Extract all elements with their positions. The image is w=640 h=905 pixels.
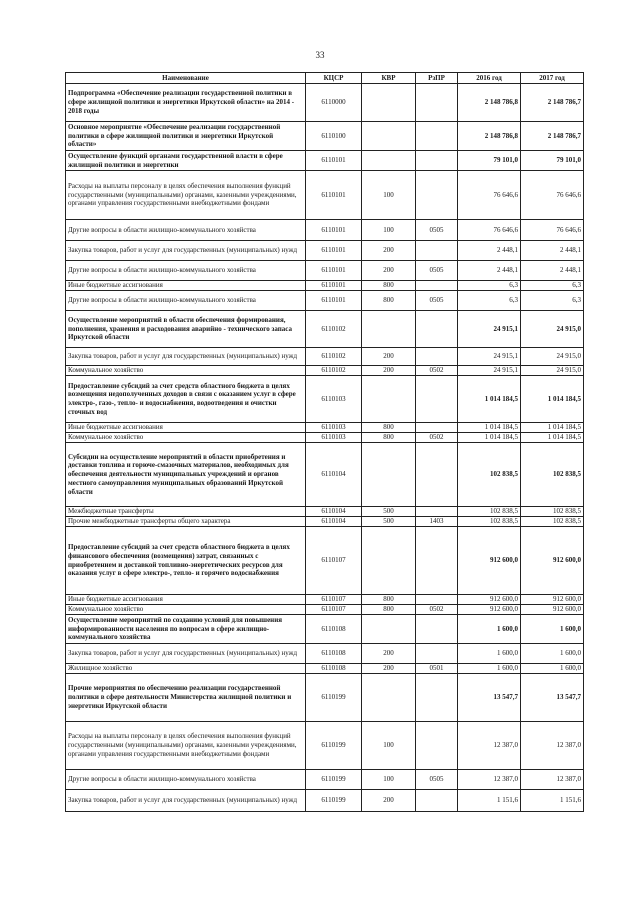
cell-2017: 102 838,5: [521, 443, 584, 507]
table-row: [66, 122, 584, 151]
cell-rzpr: [416, 527, 458, 595]
cell-rzpr: [416, 644, 458, 664]
cell-kcsr: 6110107: [306, 605, 362, 615]
cell-name: Закупка товаров, работ и услуг для государственных (муниципальных) нужд: [66, 790, 306, 812]
cell-2016: 24 915,1: [458, 366, 521, 376]
table-row: [66, 348, 584, 366]
cell-2017: 1 600,0: [521, 644, 584, 664]
cell-name: Коммунальное хозяйство: [66, 605, 306, 615]
table-row: [66, 664, 584, 674]
cell-kvr: 800: [362, 291, 416, 311]
cell-rzpr: 0502: [416, 605, 458, 615]
cell-kcsr: 6110104: [306, 517, 362, 527]
cell-name: Осуществление мероприятий по созданию условий для повышения информированности населения по вопросам в сфере жилищно-коммунального хозяйства: [66, 615, 306, 644]
cell-2016: 79 101,0: [458, 151, 521, 171]
cell-kvr: [362, 122, 416, 151]
table-row: [66, 674, 584, 722]
cell-name: Предоставление субсидий за счет средств областного бюджета в целях возмещения недополученных доходов в связи с оказанием услуг в сфере электро-, газо-, тепло- и водоснабжения, водоотведения и очистки сточных вод: [66, 376, 306, 423]
cell-kcsr: 6110102: [306, 366, 362, 376]
table-row: [66, 443, 584, 507]
header-2016: 2016 год: [458, 73, 521, 84]
cell-2016: 1 600,0: [458, 664, 521, 674]
cell-name: Расходы на выплаты персоналу в целях обеспечения выполнения функций государственными (муниципальными) органами, казенными учреждениями, органами управления государственными внебюджетными фондами: [66, 171, 306, 220]
cell-rzpr: [416, 595, 458, 605]
cell-kcsr: 6110101: [306, 241, 362, 261]
cell-name: Другие вопросы в области жилищно-коммунального хозяйства: [66, 220, 306, 241]
cell-rzpr: 0505: [416, 291, 458, 311]
cell-rzpr: [416, 790, 458, 812]
table-row: [66, 517, 584, 527]
cell-rzpr: 0505: [416, 770, 458, 790]
cell-kcsr: 6110100: [306, 122, 362, 151]
table-row: [66, 644, 584, 664]
cell-name: Прочие межбюджетные трансферты общего характера: [66, 517, 306, 527]
cell-kcsr: 6110107: [306, 595, 362, 605]
cell-kvr: [362, 151, 416, 171]
cell-2016: 76 646,6: [458, 220, 521, 241]
cell-rzpr: [416, 443, 458, 507]
cell-kcsr: 6110104: [306, 507, 362, 517]
cell-rzpr: [416, 151, 458, 171]
cell-name: Закупка товаров, работ и услуг для государственных (муниципальных) нужд: [66, 348, 306, 366]
table-row: [66, 790, 584, 812]
cell-2016: 912 600,0: [458, 605, 521, 615]
cell-2016: 6,3: [458, 291, 521, 311]
cell-2016: 12 387,0: [458, 722, 521, 770]
cell-kcsr: 6110103: [306, 433, 362, 443]
cell-2017: 102 838,5: [521, 517, 584, 527]
cell-2016: 2 148 786,8: [458, 122, 521, 151]
cell-kcsr: 6110101: [306, 151, 362, 171]
cell-name: Коммунальное хозяйство: [66, 366, 306, 376]
cell-name: Межбюджетные трансферты: [66, 507, 306, 517]
cell-kcsr: 6110199: [306, 722, 362, 770]
cell-name: Другие вопросы в области жилищно-коммунального хозяйства: [66, 770, 306, 790]
header-2017: 2017 год: [521, 73, 584, 84]
table-row: [66, 220, 584, 241]
cell-name: Закупка товаров, работ и услуг для государственных (муниципальных) нужд: [66, 241, 306, 261]
table-row: [66, 84, 584, 122]
cell-kvr: [362, 311, 416, 348]
cell-2016: 1 600,0: [458, 644, 521, 664]
cell-2016: 2 448,1: [458, 261, 521, 281]
header-rzpr: РзПР: [416, 73, 458, 84]
cell-2017: 24 915,0: [521, 348, 584, 366]
cell-2017: 1 014 184,5: [521, 423, 584, 433]
cell-kvr: 500: [362, 517, 416, 527]
table-row: [66, 241, 584, 261]
cell-2017: 1 014 184,5: [521, 376, 584, 423]
cell-kvr: [362, 615, 416, 644]
page-number: 33: [315, 50, 325, 60]
cell-2017: 2 448,1: [521, 261, 584, 281]
cell-2017: 76 646,6: [521, 220, 584, 241]
cell-name: Иные бюджетные ассигнования: [66, 281, 306, 291]
cell-kcsr: 6110101: [306, 261, 362, 281]
cell-kcsr: 6110101: [306, 281, 362, 291]
cell-kcsr: 6110108: [306, 644, 362, 664]
cell-2016: 1 600,0: [458, 615, 521, 644]
cell-2017: 24 915,0: [521, 366, 584, 376]
header-kvr: КВР: [362, 73, 416, 84]
cell-2016: 24 915,1: [458, 348, 521, 366]
cell-kvr: 100: [362, 770, 416, 790]
cell-rzpr: [416, 281, 458, 291]
cell-kcsr: 6110104: [306, 443, 362, 507]
cell-kcsr: 6110102: [306, 348, 362, 366]
cell-2016: 6,3: [458, 281, 521, 291]
cell-kvr: 200: [362, 790, 416, 812]
cell-2016: 76 646,6: [458, 171, 521, 220]
cell-2016: 912 600,0: [458, 595, 521, 605]
cell-name: Прочие мероприятия по обеспечению реализации государственной политики в сфере деятельности Министерства жилищной политики и энергетики Иркутской области: [66, 674, 306, 722]
cell-kvr: 200: [362, 644, 416, 664]
cell-kcsr: 6110101: [306, 171, 362, 220]
cell-kvr: [362, 527, 416, 595]
table-row: [66, 433, 584, 443]
cell-rzpr: [416, 722, 458, 770]
table-row: [66, 722, 584, 770]
table-header-row: [66, 73, 584, 84]
cell-2016: 102 838,5: [458, 507, 521, 517]
cell-2016: 2 148 786,8: [458, 84, 521, 122]
table-row: [66, 171, 584, 220]
cell-rzpr: [416, 311, 458, 348]
cell-rzpr: [416, 376, 458, 423]
cell-2017: 2 148 786,7: [521, 122, 584, 151]
cell-kvr: 200: [362, 261, 416, 281]
cell-2016: 13 547,7: [458, 674, 521, 722]
cell-rzpr: [416, 84, 458, 122]
table-row: [66, 291, 584, 311]
cell-2016: 24 915,1: [458, 311, 521, 348]
cell-kcsr: 6110101: [306, 220, 362, 241]
cell-kcsr: 6110107: [306, 527, 362, 595]
cell-kvr: 800: [362, 605, 416, 615]
cell-2017: 102 838,5: [521, 507, 584, 517]
cell-kcsr: 6110199: [306, 770, 362, 790]
cell-kvr: [362, 674, 416, 722]
table-row: [66, 595, 584, 605]
cell-2017: 13 547,7: [521, 674, 584, 722]
table-body: [66, 84, 584, 812]
cell-rzpr: [416, 423, 458, 433]
cell-2017: 1 014 184,5: [521, 433, 584, 443]
cell-2016: 12 387,0: [458, 770, 521, 790]
cell-kcsr: 6110103: [306, 423, 362, 433]
cell-kcsr: 6110000: [306, 84, 362, 122]
table-row: [66, 615, 584, 644]
cell-name: Иные бюджетные ассигнования: [66, 423, 306, 433]
cell-name: Осуществление мероприятий в области обеспечения формирования, пополнения, хранения и расходования аварийно - технического запаса Иркутской области: [66, 311, 306, 348]
table-row: [66, 366, 584, 376]
cell-rzpr: [416, 674, 458, 722]
cell-kvr: 200: [362, 664, 416, 674]
cell-name: Коммунальное хозяйство: [66, 433, 306, 443]
cell-2016: 1 014 184,5: [458, 433, 521, 443]
cell-2016: 2 448,1: [458, 241, 521, 261]
cell-kvr: 200: [362, 241, 416, 261]
cell-kvr: 800: [362, 423, 416, 433]
cell-name: Расходы на выплаты персоналу в целях обеспечения выполнения функций государственными (муниципальными) органами, казенными учреждениями, органами управления государственными внебюджетными фондами: [66, 722, 306, 770]
cell-kcsr: 6110108: [306, 615, 362, 644]
cell-2017: 6,3: [521, 291, 584, 311]
cell-kcsr: 6110108: [306, 664, 362, 674]
cell-kvr: 200: [362, 366, 416, 376]
cell-2017: 912 600,0: [521, 595, 584, 605]
header-name: Наименование: [66, 73, 306, 84]
cell-name: Субсидии на осуществление мероприятий в области приобретения и доставки топлива и горюче-смазочных материалов, необходимых для обеспечения деятельности муниципальных учреждений и органов местного самоуправления муниципальных образований Иркутской области: [66, 443, 306, 507]
cell-kvr: 800: [362, 433, 416, 443]
cell-kcsr: 6110101: [306, 291, 362, 311]
cell-rzpr: [416, 241, 458, 261]
cell-kvr: 800: [362, 281, 416, 291]
cell-rzpr: 0502: [416, 366, 458, 376]
budget-table: [65, 72, 584, 812]
cell-kvr: 500: [362, 507, 416, 517]
cell-2017: 912 600,0: [521, 605, 584, 615]
cell-2016: 1 014 184,5: [458, 423, 521, 433]
cell-kcsr: 6110199: [306, 674, 362, 722]
table-row: [66, 281, 584, 291]
cell-kvr: 800: [362, 595, 416, 605]
cell-2016: 102 838,5: [458, 443, 521, 507]
cell-2016: 1 151,6: [458, 790, 521, 812]
cell-2016: 102 838,5: [458, 517, 521, 527]
table-row: [66, 423, 584, 433]
cell-name: Другие вопросы в области жилищно-коммунального хозяйства: [66, 291, 306, 311]
header-kcsr: КЦСР: [306, 73, 362, 84]
cell-rzpr: 0505: [416, 220, 458, 241]
cell-kvr: 100: [362, 722, 416, 770]
cell-2017: 24 915,0: [521, 311, 584, 348]
cell-name: Другие вопросы в области жилищно-коммунального хозяйства: [66, 261, 306, 281]
cell-rzpr: [416, 171, 458, 220]
cell-name: Основное мероприятие «Обеспечение реализации государственной политики в сфере жилищной политики и энергетики Иркутской области»: [66, 122, 306, 151]
table-row: [66, 770, 584, 790]
cell-2017: 6,3: [521, 281, 584, 291]
cell-rzpr: [416, 122, 458, 151]
cell-kcsr: 6110103: [306, 376, 362, 423]
cell-name: Подпрограмма «Обеспечение реализации государственной политики в сфере жилищной политики и энергетики Иркутской области» на 2014 - 2018 годы: [66, 84, 306, 122]
cell-kvr: 100: [362, 220, 416, 241]
cell-2017: 2 148 786,7: [521, 84, 584, 122]
cell-name: Иные бюджетные ассигнования: [66, 595, 306, 605]
cell-kvr: [362, 376, 416, 423]
table-row: [66, 151, 584, 171]
table-row: [66, 376, 584, 423]
cell-rzpr: [416, 615, 458, 644]
table-row: [66, 507, 584, 517]
cell-2017: 912 600,0: [521, 527, 584, 595]
cell-2017: 79 101,0: [521, 151, 584, 171]
cell-kvr: 100: [362, 171, 416, 220]
cell-2017: 1 151,6: [521, 790, 584, 812]
cell-2017: 12 387,0: [521, 722, 584, 770]
cell-kvr: 200: [362, 348, 416, 366]
cell-2017: 12 387,0: [521, 770, 584, 790]
cell-rzpr: 0502: [416, 433, 458, 443]
cell-rzpr: [416, 507, 458, 517]
cell-kcsr: 6110102: [306, 311, 362, 348]
table-row: [66, 261, 584, 281]
cell-2017: 2 448,1: [521, 241, 584, 261]
cell-name: Осуществление функций органами государственной власти в сфере жилищной политики и энергетики: [66, 151, 306, 171]
cell-kvr: [362, 84, 416, 122]
cell-rzpr: 0505: [416, 261, 458, 281]
cell-2017: 1 600,0: [521, 615, 584, 644]
cell-kvr: [362, 443, 416, 507]
cell-2016: 1 014 184,5: [458, 376, 521, 423]
cell-name: Жилищное хозяйство: [66, 664, 306, 674]
table-row: [66, 311, 584, 348]
cell-name: Закупка товаров, работ и услуг для государственных (муниципальных) нужд: [66, 644, 306, 664]
table-row: [66, 605, 584, 615]
cell-rzpr: [416, 348, 458, 366]
table-row: [66, 527, 584, 595]
cell-rzpr: 0501: [416, 664, 458, 674]
cell-kcsr: 6110199: [306, 790, 362, 812]
cell-rzpr: 1403: [416, 517, 458, 527]
cell-2017: 1 600,0: [521, 664, 584, 674]
cell-name: Предоставление субсидий за счет средств областного бюджета в целях финансового обеспечения (возмещения) затрат, связанных с приобретением и доставкой топливно-энергетических ресурсов для оказания услуг в сфере электро-, тепло- и горячего водоснабжения: [66, 527, 306, 595]
cell-2017: 76 646,6: [521, 171, 584, 220]
cell-2016: 912 600,0: [458, 527, 521, 595]
